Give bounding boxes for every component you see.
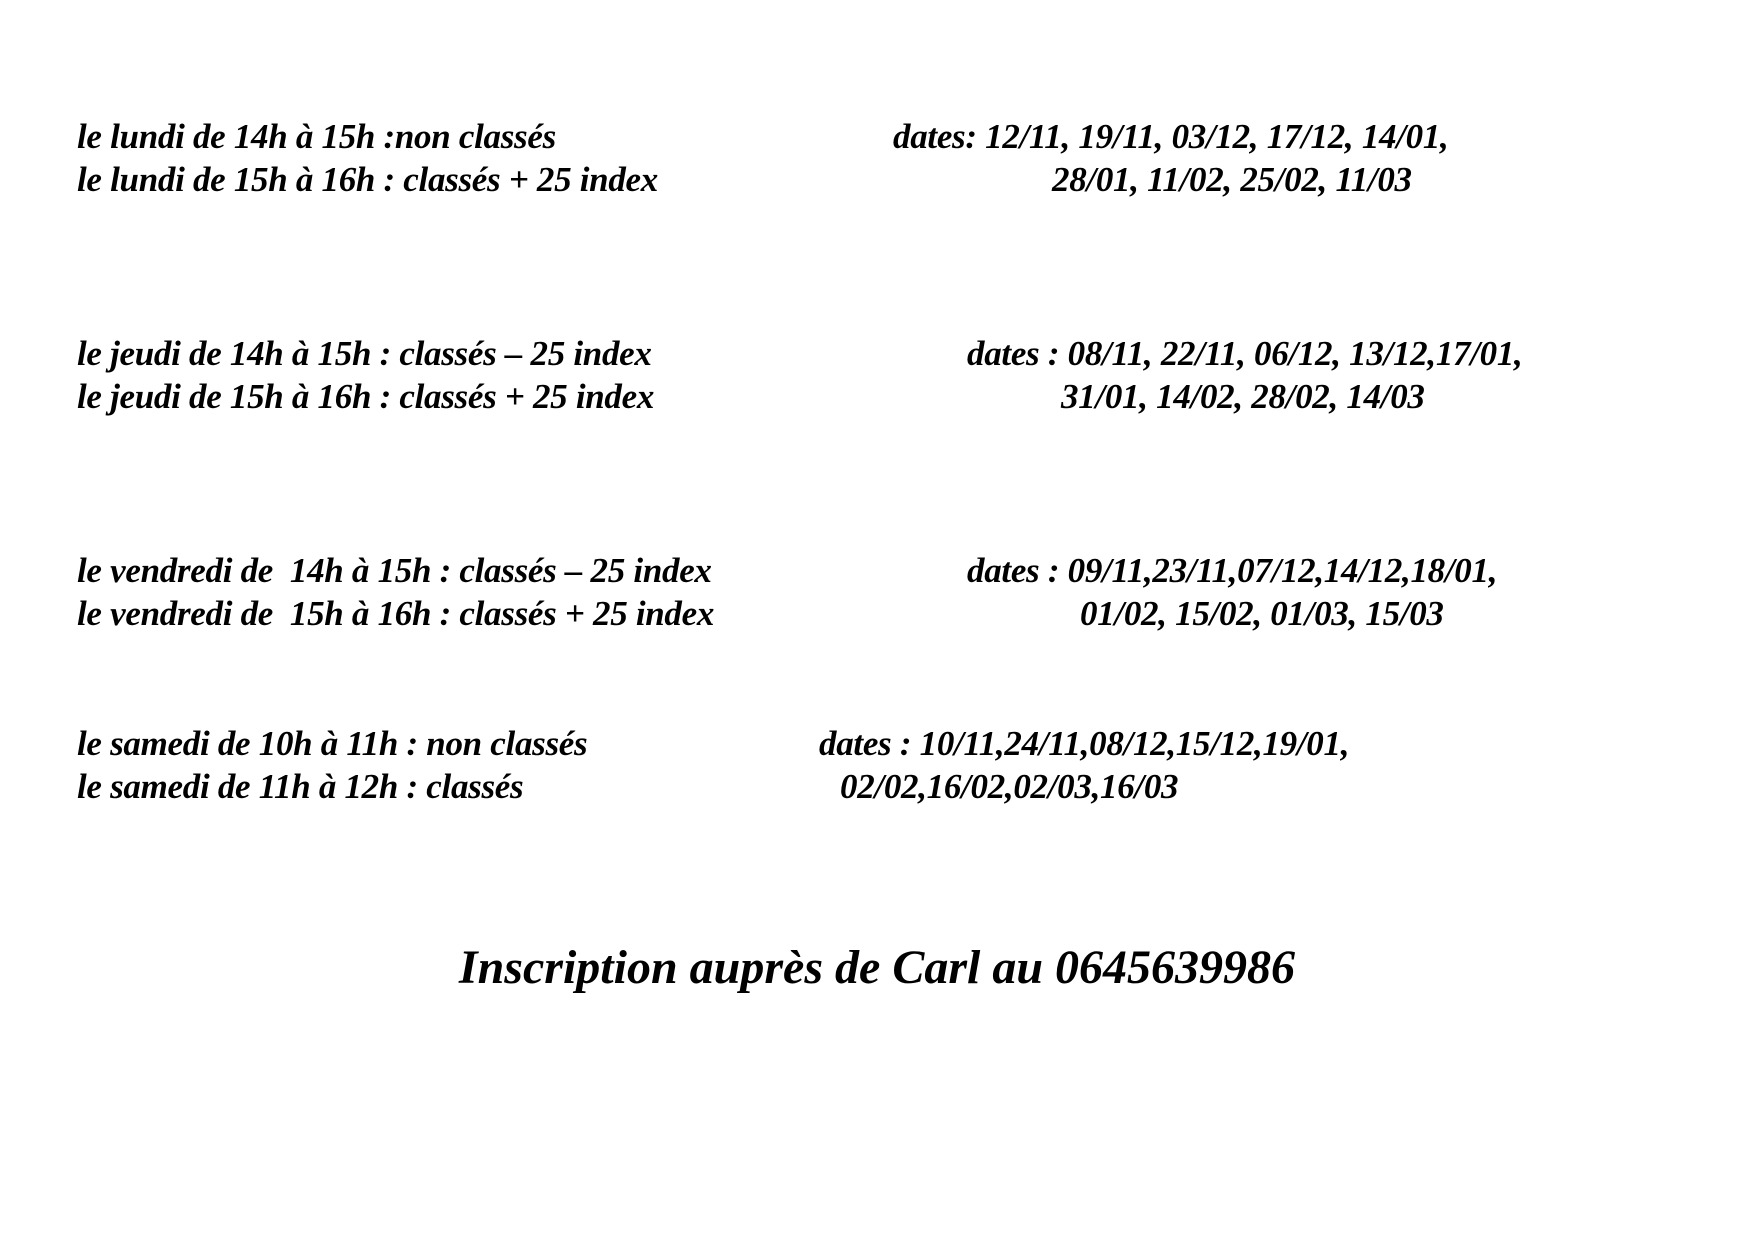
monday-slot-2: le lundi de 15h à 16h : classés + 25 index [77,160,658,199]
thursday-dates-1: dates : 08/11, 22/11, 06/12, 13/12,17/01, [967,334,1523,373]
saturday-dates-2: 02/02,16/02,02/03,16/03 [840,767,1179,806]
monday-dates-2: 28/01, 11/02, 25/02, 11/03 [1052,160,1412,199]
friday-dates-2: 01/02, 15/02, 01/03, 15/03 [1080,594,1444,633]
friday-slot-1: le vendredi de 14h à 15h : classés – 25 index [77,551,712,590]
friday-dates-1: dates : 09/11,23/11,07/12,14/12,18/01, [967,551,1498,590]
saturday-slot-2: le samedi de 11h à 12h : classés [77,767,524,806]
saturday-slot-1: le samedi de 10h à 11h : non classés [77,724,588,763]
friday-slot-2: le vendredi de 15h à 16h : classés + 25 index [77,594,715,633]
thursday-dates-2: 31/01, 14/02, 28/02, 14/03 [1061,377,1425,416]
monday-dates-1: dates: 12/11, 19/11, 03/12, 17/12, 14/01, [893,117,1449,156]
thursday-slot-1: le jeudi de 14h à 15h : classés – 25 index [77,334,652,373]
registration-contact: Inscription auprès de Carl au 0645639986 [458,941,1296,994]
thursday-slot-2: le jeudi de 15h à 16h : classés + 25 index [77,377,655,416]
monday-slot-1: le lundi de 14h à 15h :non classés [77,117,556,156]
saturday-dates-1: dates : 10/11,24/11,08/12,15/12,19/01, [819,724,1350,763]
